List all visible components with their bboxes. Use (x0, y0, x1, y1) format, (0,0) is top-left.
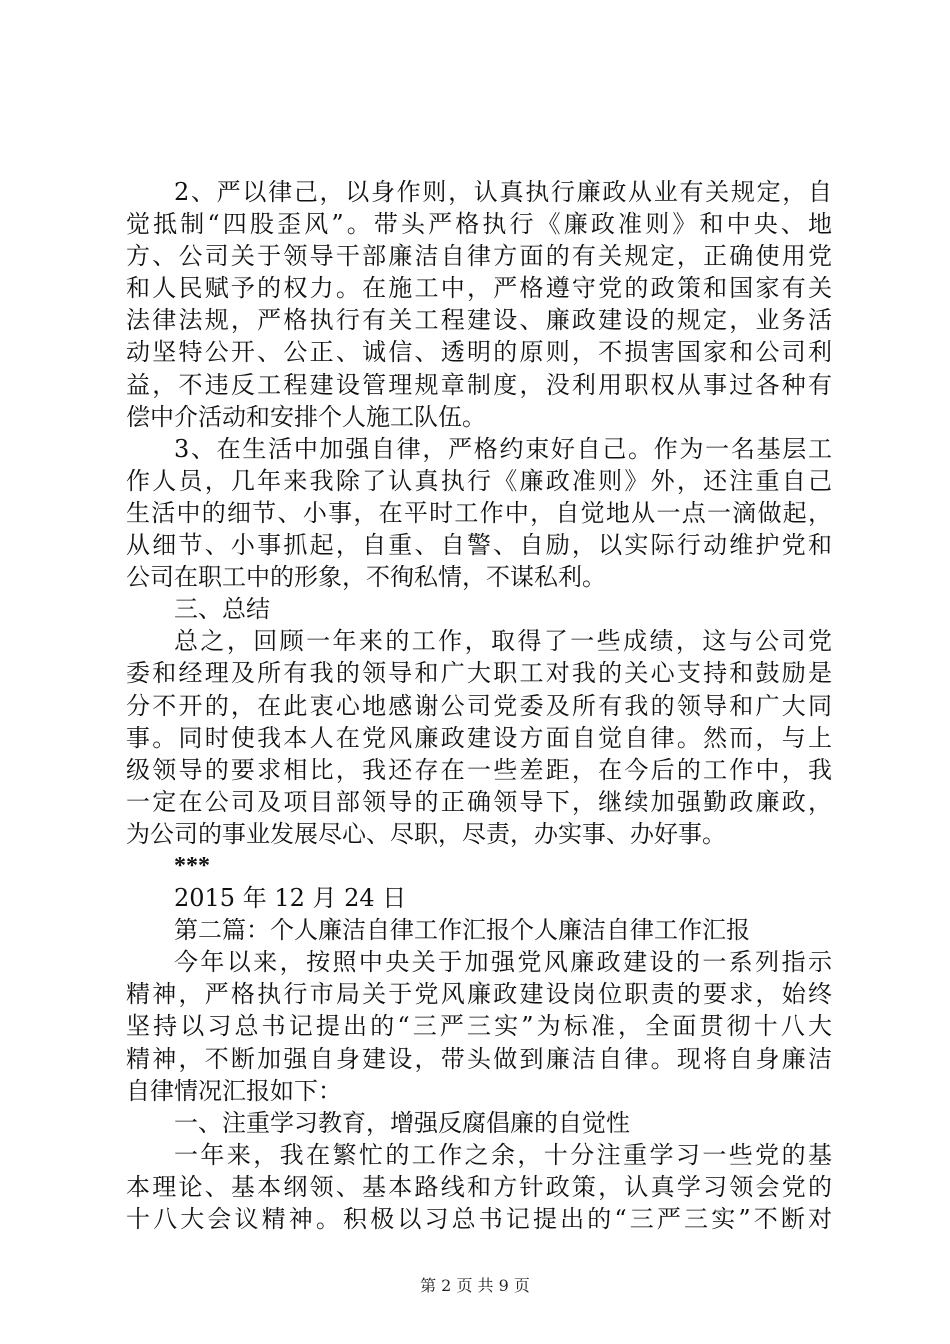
document-line: 第二篇：个人廉洁自律工作汇报个人廉洁自律工作汇报 (174, 916, 750, 945)
document-line: 本理论、基本纲领、基本路线和方针政策，认真学习领会党的 (126, 1172, 832, 1201)
document-line: 作人员，几年来我除了认真执行《廉政准则》外，还注重自己 (126, 466, 832, 495)
document-line: 一年来，我在繁忙的工作之余，十分注重学习一些党的基 (174, 1140, 832, 1169)
document-line: 坚持以习总书记提出的“三严三实”为标准，全面贯彻十八大 (126, 1012, 832, 1041)
document-line: 精神，严格执行市局关于党风廉政建设岗位职责的要求，始终 (126, 980, 832, 1009)
document-line: 自律情况汇报如下： (126, 1076, 342, 1105)
document-line: 2、严以律己，以身作则，认真执行廉政从业有关规定，自 (174, 178, 832, 206)
document-line: 法律法规，严格执行有关工程建设、廉政建设的规定，业务活 (126, 306, 832, 335)
document-line: 动坚特公开、公正、诚信、透明的原则，不损害国家和公司利 (126, 338, 832, 367)
document-line: 3、在生活中加强自律，严格约束好自己。作为一名基层工 (174, 434, 832, 463)
document-line: 今年以来，按照中央关于加强党风廉政建设的一系列指示 (174, 948, 832, 977)
document-line: 总之，回顾一年来的工作，取得了一些成绩，这与公司党 (174, 627, 832, 656)
document-line: 为公司的事业发展尽心、尽职，尽责，办实事、办好事。 (126, 819, 726, 848)
document-line: 三、总结 (174, 595, 270, 624)
document-body (126, 176, 832, 1235)
document-line: 一定在公司及项目部领导的正确领导下，继续加强勤政廉政， (126, 787, 832, 816)
document-line: 十八大会议精神。积极以习总书记提出的“三严三实”不断对 (126, 1205, 832, 1233)
document-line: 事。同时使我本人在党风廉政建设方面自觉自律。然而，与上 (126, 723, 832, 752)
document-line: 2015 年 12 月 24 日 (174, 884, 407, 913)
document-line: 分不开的，在此衷心地感谢公司党委及所有我的领导和广大同 (126, 691, 832, 720)
document-line: 公司在职工中的形象，不徇私情，不谋私利。 (126, 563, 606, 592)
document-line: *** (174, 852, 210, 879)
document-line: 益，不违反工程建设管理规章制度，没利用职权从事过各种有 (126, 370, 832, 399)
document-line: 委和经理及所有我的领导和广大职工对我的关心支持和鼓励是 (126, 659, 832, 688)
document-line: 从细节、小事抓起，自重、自警、自励，以实际行动维护党和 (126, 531, 832, 560)
document-line: 觉抵制“四股歪风”。带头严格执行《廉政准则》和中央、地 (126, 210, 832, 239)
document-line: 一、注重学习教育，增强反腐倡廉的自觉性 (174, 1108, 630, 1137)
document-line: 方、公司关于领导干部廉洁自律方面的有关规定，正确使用党 (126, 242, 832, 271)
document-line: 生活中的细节、小事，在平时工作中，自觉地从一点一滴做起， (126, 498, 832, 527)
document-line: 精神，不断加强自身建设，带头做到廉洁自律。现将自身廉洁 (126, 1044, 832, 1073)
document-line: 级领导的要求相比，我还存在一些差距，在今后的工作中，我 (126, 755, 832, 784)
document-line: 偿中介活动和安排个人施工队伍。 (126, 402, 486, 431)
page-footer: 第 2 页 共 9 页 (420, 1276, 530, 1295)
document-line: 和人民赋予的权力。在施工中，严格遵守党的政策和国家有关 (126, 274, 832, 303)
